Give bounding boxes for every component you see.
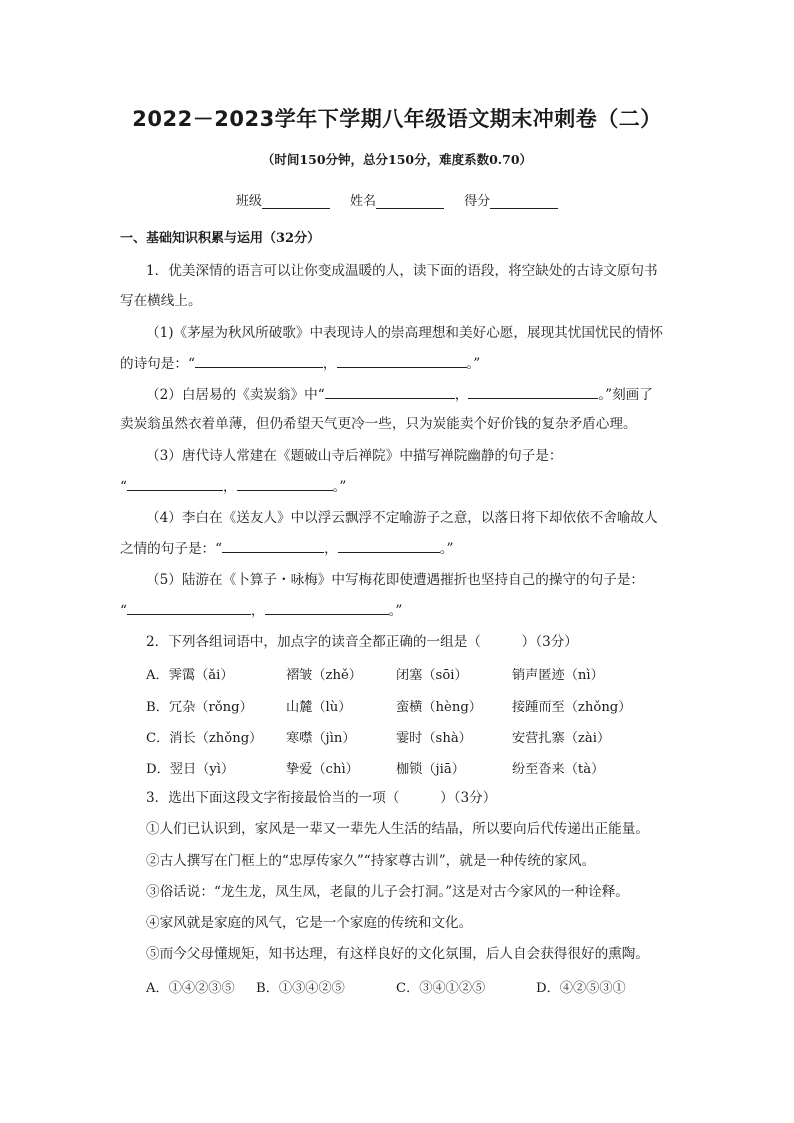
answer-blank[interactable] xyxy=(337,354,467,368)
q1-part2-prefix: （2）白居易的《卖炭翁》中“ xyxy=(146,387,325,403)
q2-word: 蛮横（hèng） xyxy=(396,700,482,715)
q1-part2-suffix: 。”刻画了 xyxy=(598,387,653,403)
answer-blank[interactable] xyxy=(127,601,251,615)
q1-part4-line2 xyxy=(120,539,453,558)
q3-sentence-2: ②古人撰写在门框上的“忠厚传家久”“持家尊古训”，就是一种传统的家风。 xyxy=(146,853,596,869)
q2-option-b[interactable]: B．冗杂（rǒng） xyxy=(146,700,253,715)
q3-option-c[interactable]: C．③④①②⑤ xyxy=(396,981,486,996)
q2-word: 挚爱（chì） xyxy=(286,762,359,777)
answer-blank[interactable] xyxy=(237,477,333,491)
q3-option-a[interactable]: A．①④②③⑤ xyxy=(146,981,235,996)
q2-option-d[interactable]: D．翌日（yì） xyxy=(146,762,235,777)
q3-sentence-1: ①人们已认识到，家风是一辈又一辈先人生活的结晶，所以要向后代传递出正能量。 xyxy=(146,821,649,837)
answer-blank[interactable] xyxy=(127,477,223,491)
score-label: 得分 xyxy=(464,194,491,209)
name-field xyxy=(350,190,444,209)
answer-blank[interactable] xyxy=(468,385,598,399)
class-field xyxy=(236,190,330,209)
comma: ， xyxy=(324,541,338,557)
q2-word: 寒噤（jìn） xyxy=(286,731,356,746)
section-heading: 一、基础知识积累与运用（32分） xyxy=(120,231,321,246)
q2-word: 霎时（shà） xyxy=(396,731,472,746)
comma: ， xyxy=(222,479,237,495)
q3-sentence-5: ⑤而今父母懂规矩，知书达理，有这样良好的文化氛围，后人自会获得很好的熏陶。 xyxy=(146,946,649,962)
page-title: 2022－2023学年下学期八年级语文期末冲刺卷（二） xyxy=(132,107,662,131)
name-label: 姓名 xyxy=(349,194,376,209)
q3-option-d[interactable]: D．④②⑤③① xyxy=(536,981,626,996)
q1-part4-line1: （4）李白在《送友人》中以浮云飘浮不定喻游子之意，以落日将下却依依不舍喻故人 xyxy=(146,510,658,526)
comma: ， xyxy=(454,387,469,403)
q2-word: 安营扎寨（zài） xyxy=(512,731,611,746)
score-blank[interactable] xyxy=(490,194,558,209)
end-quote: 。” xyxy=(439,541,454,557)
score-field xyxy=(464,190,558,209)
q1-part3-line1: （3）唐代诗人常建在《题破山寺后禅院》中描写禅院幽静的句子是： xyxy=(146,448,563,464)
q1-part5-line2 xyxy=(120,601,402,620)
q1-stem-line2: 写在横线上。 xyxy=(120,293,202,309)
open-quote: “ xyxy=(120,479,127,495)
q3-option-b[interactable]: B．①③④②⑤ xyxy=(256,981,345,996)
q2-option-c[interactable]: C．消长（zhǒng） xyxy=(146,731,263,746)
q3-sentence-4: ④家风就是家庭的风气，它是一个家庭的传统和文化。 xyxy=(146,915,473,931)
q2-word: 纷至沓来（tà） xyxy=(512,762,605,777)
answer-blank[interactable] xyxy=(325,385,455,399)
end-quote: 。” xyxy=(332,479,347,495)
q2-option-a[interactable]: A．霁霭（ǎi） xyxy=(146,668,234,683)
class-blank[interactable] xyxy=(262,194,330,209)
q1-part1-prefix: 的诗句是：“ xyxy=(120,356,195,372)
answer-blank[interactable] xyxy=(338,539,440,553)
q2-word: 接踵而至（zhǒng） xyxy=(512,700,632,715)
q2-word: 销声匿迹（nì） xyxy=(512,668,604,683)
q1-part2-line1 xyxy=(146,385,653,404)
answer-blank[interactable] xyxy=(195,354,323,368)
q1-part1-line1: （1)《茅屋为秋风所破歌》中表现诗人的崇高理想和美好心愿，展现其忧国忧民的情怀 xyxy=(146,325,663,341)
comma: ， xyxy=(250,603,265,619)
q1-part4-prefix: 之情的句子是：“ xyxy=(120,541,223,557)
answer-blank[interactable] xyxy=(222,539,324,553)
q1-stem-line1: 1．优美深情的语言可以让你变成温暖的人，读下面的语段，将空缺处的古诗文原句书 xyxy=(146,263,658,279)
q1-part2-line2: 卖炭翁虽然衣着单薄，但仍希望天气更冷一些，只为炭能卖个好价钱的复杂矛盾心理。 xyxy=(120,416,637,432)
end-quote: 。” xyxy=(388,603,403,619)
q2-word: 枷锁（jiā） xyxy=(396,762,465,777)
class-label: 班级 xyxy=(235,194,262,209)
comma: ， xyxy=(322,356,337,372)
q1-part3-line2 xyxy=(120,477,346,496)
q2-stem: 2．下列各组词语中，加点字的读音全都正确的一组是（ ）（3分） xyxy=(146,634,578,650)
q1-part5-line1: （5）陆游在《卜算子・咏梅》中写梅花即使遭遇摧折也坚持自己的操守的句子是： xyxy=(146,572,645,588)
q2-word: 褶皱（zhě） xyxy=(286,668,362,683)
q3-stem: 3．选出下面这段文字衔接最恰当的一项（ ）（3分） xyxy=(146,790,497,806)
q1-part1-line2 xyxy=(120,354,480,373)
open-quote: “ xyxy=(120,603,127,619)
student-info-row xyxy=(0,190,794,209)
answer-blank[interactable] xyxy=(265,601,389,615)
end-quote: 。” xyxy=(466,356,481,372)
exam-subtitle: （时间150分钟，总分150分，难度系数0.70） xyxy=(261,152,533,167)
q2-word: 山麓（lù） xyxy=(286,700,352,715)
name-blank[interactable] xyxy=(376,194,444,209)
q3-sentence-3: ③俗话说：“龙生龙，凤生凤，老鼠的儿子会打洞。”这是对古今家风的一种诠释。 xyxy=(146,884,629,900)
q2-word: 闭塞（sōi） xyxy=(396,668,468,683)
